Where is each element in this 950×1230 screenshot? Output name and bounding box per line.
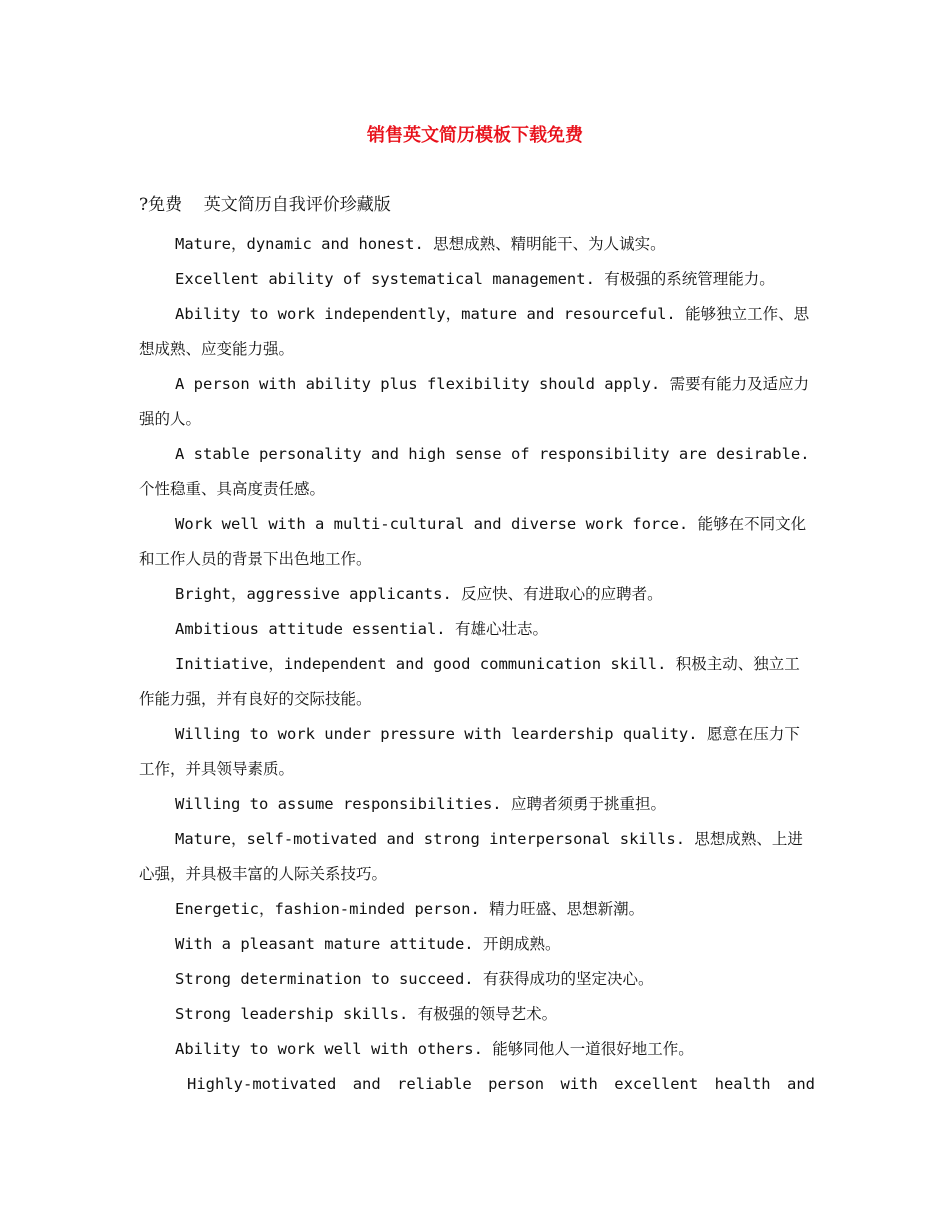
- paragraph: With a pleasant mature attitude. 开朗成熟。: [175, 935, 561, 953]
- paragraph: Highly-motivated and reliable person with excellent health and: [187, 1075, 815, 1093]
- paragraph: Ability to work well with others. 能够同他人一道很好地工作。: [175, 1040, 694, 1058]
- document-subtitle: ?免费 英文简历自我评价珍藏版: [139, 195, 391, 215]
- paragraph: Ambitious attitude essential. 有雄心壮志。: [175, 620, 548, 638]
- paragraph: Mature，dynamic and honest. 思想成熟、精明能干、为人诚实。: [175, 235, 666, 253]
- paragraph: Bright，aggressive applicants. 反应快、有进取心的应聘者。: [175, 585, 663, 603]
- paragraph: Ability to work independently，mature and resourceful. 能够独立工作、思想成熟、应变能力强。: [139, 305, 810, 358]
- paragraph: Strong leadership skills. 有极强的领导艺术。: [175, 1005, 558, 1023]
- paragraph: Initiative，independent and good communication skill. 积极主动、独立工作能力强，并有良好的交际技能。: [139, 655, 800, 708]
- paragraph: A stable personality and high sense of responsibility are desirable. 个性稳重、具高度责任感。: [139, 445, 810, 498]
- paragraph: Excellent ability of systematical management. 有极强的系统管理能力。: [175, 270, 775, 288]
- paragraph: A person with ability plus flexibility should apply. 需要有能力及适应力强的人。: [139, 375, 810, 428]
- document-title: 销售英文简历模板下载免费: [367, 125, 583, 146]
- paragraph: Willing to assume responsibilities. 应聘者须勇于挑重担。: [175, 795, 666, 813]
- paragraph: Work well with a multi-cultural and diverse work force. 能够在不同文化和工作人员的背景下出色地工作。: [139, 515, 807, 568]
- paragraph: Mature，self-motivated and strong interpersonal skills. 思想成熟、上进心强，并具极丰富的人际关系技巧。: [139, 830, 803, 883]
- paragraph: Strong determination to succeed. 有获得成功的坚定决心。: [175, 970, 654, 988]
- paragraph: Willing to work under pressure with leardership quality. 愿意在压力下工作，并具领导素质。: [139, 725, 800, 778]
- document-body: [139, 227, 815, 1102]
- paragraph: Energetic，fashion-minded person. 精力旺盛、思想新潮。: [175, 900, 645, 918]
